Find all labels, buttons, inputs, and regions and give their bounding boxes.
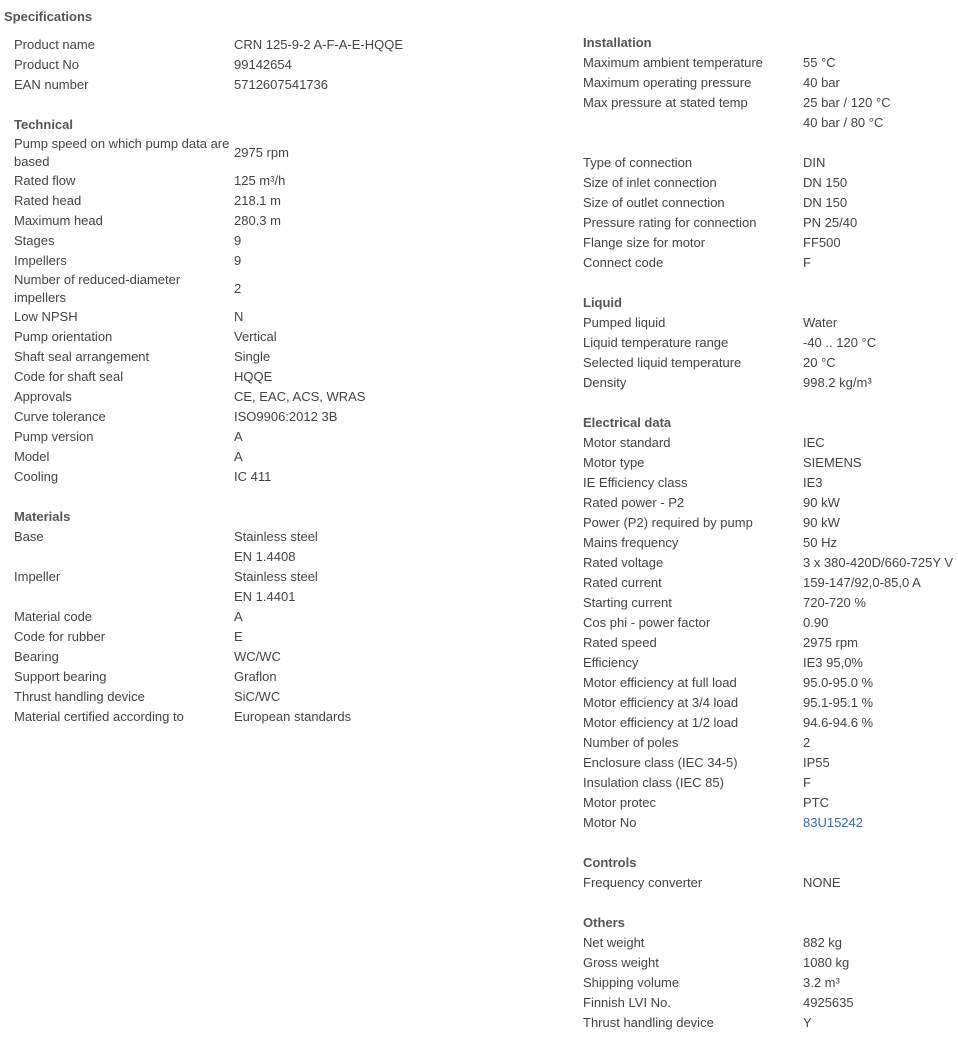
spec-row-rated-power-p2 — [583, 493, 958, 513]
spec-row-motor-efficiency-at-3-4-load — [583, 693, 958, 713]
spec-values — [803, 493, 840, 513]
spec-values — [234, 627, 243, 647]
spec-label: Rated head — [14, 193, 82, 208]
section-technical — [14, 115, 554, 487]
spec-row-motor-efficiency-at-1-2-load — [583, 713, 958, 733]
spec-value: 2 — [234, 281, 242, 296]
spec-row-motor-efficiency-at-full-load — [583, 673, 958, 693]
spec-values — [234, 707, 351, 727]
spec-value: 9 — [234, 233, 242, 248]
spec-label: Motor efficiency at 1/2 load — [583, 715, 739, 730]
spec-row-motor-standard — [583, 433, 958, 453]
spec-label: Size of outlet connection — [583, 195, 725, 210]
spec-values — [234, 251, 241, 271]
spec-label: Finnish LVI No. — [583, 995, 671, 1010]
spec-row-cos-phi-power-factor — [583, 613, 958, 633]
spec-value: IEC — [803, 435, 825, 450]
spec-values — [803, 253, 811, 273]
section-title: Electrical data — [583, 415, 672, 430]
spec-row-stages — [14, 231, 554, 251]
spec-row-pump-orientation — [14, 327, 554, 347]
spec-values — [234, 567, 318, 607]
spec-row-shaft-seal-arrangement — [14, 347, 554, 367]
section-title: Materials — [14, 509, 71, 524]
spec-values — [803, 993, 854, 1013]
spec-row-density — [583, 373, 958, 393]
spec-values — [803, 433, 825, 453]
spec-value: Single — [234, 349, 271, 364]
spec-label: Impeller — [14, 569, 61, 584]
spec-values — [234, 347, 270, 367]
spec-row-thrust-handling-device — [14, 687, 554, 707]
spec-label: Pressure rating for connection — [583, 215, 757, 230]
spec-values — [234, 467, 271, 487]
section-general — [14, 35, 554, 95]
spec-row-product-no — [14, 55, 554, 75]
spec-label: Liquid temperature range — [583, 335, 729, 350]
spec-value: 882 kg — [803, 935, 843, 950]
spec-values — [803, 953, 849, 973]
spec-value: CE, EAC, ACS, WRAS — [234, 389, 366, 404]
spec-row-power-p2-required-by-pump — [583, 513, 958, 533]
spec-values — [803, 193, 847, 213]
spec-values — [803, 673, 873, 693]
spec-values — [234, 687, 280, 707]
spec-values — [803, 353, 836, 373]
spec-label: Rated flow — [14, 173, 76, 188]
spec-value: 2 — [803, 735, 811, 750]
spec-label: Rated voltage — [583, 555, 664, 570]
spec-values — [234, 75, 328, 95]
spec-row-motor-type — [583, 453, 958, 473]
spec-value: F — [803, 255, 811, 270]
spec-label: Pumped liquid — [583, 315, 666, 330]
spec-label: Enclosure class (IEC 34-5) — [583, 755, 738, 770]
spec-values — [234, 427, 243, 447]
spec-label: Number of poles — [583, 735, 679, 750]
spec-value: 125 m³/h — [234, 173, 286, 188]
spec-value: EN 1.4401 — [234, 589, 296, 604]
spec-label: Product No — [14, 57, 80, 72]
section-title: Technical — [14, 117, 74, 132]
spec-row-liquid-temperature-range — [583, 333, 958, 353]
spec-row-finnish-lvi-no — [583, 993, 958, 1013]
spec-value: 20 °C — [803, 355, 836, 370]
spec-label: Thrust handling device — [583, 1015, 714, 1030]
spec-label: Density — [583, 375, 627, 390]
spec-label: Rated speed — [583, 635, 657, 650]
spec-row-connect-code — [583, 253, 958, 273]
spec-values — [803, 973, 840, 993]
spec-values — [803, 553, 953, 573]
spec-value: 40 bar — [803, 75, 840, 90]
spec-values — [803, 313, 837, 333]
spec-values — [803, 793, 829, 813]
spec-value: EN 1.4408 — [234, 549, 296, 564]
spec-row-number-of-poles — [583, 733, 958, 753]
spec-values — [803, 53, 836, 73]
spec-label: Number of reduced-diameter impellers — [14, 272, 181, 305]
spec-label: Shaft seal arrangement — [14, 349, 150, 364]
spec-value: European standards — [234, 709, 352, 724]
spec-value: WC/WC — [234, 649, 281, 664]
spec-value: A — [234, 429, 243, 444]
spec-values — [803, 573, 921, 593]
spec-label: Code for rubber — [14, 629, 106, 644]
motor-no-link[interactable]: 83U15242 — [803, 815, 863, 830]
spec-row-frequency-converter — [583, 873, 958, 893]
spec-row-model — [14, 447, 554, 467]
spec-row-maximum-operating-pressure — [583, 73, 958, 93]
spec-label: Gross weight — [583, 955, 659, 970]
spec-label: Connect code — [583, 255, 664, 270]
spec-value: Graflon — [234, 669, 277, 684]
spec-value: 99142654 — [234, 57, 292, 72]
spec-values — [234, 447, 243, 467]
spec-value: 9 — [234, 253, 242, 268]
spec-values — [803, 373, 872, 393]
spec-row-flange-size-for-motor — [583, 233, 958, 253]
spec-row-motor-no — [583, 813, 958, 833]
spec-values — [234, 527, 318, 567]
spec-values — [803, 933, 842, 953]
spec-label: Curve tolerance — [14, 409, 106, 424]
spec-row-code-for-shaft-seal — [14, 367, 554, 387]
spec-row-cooling — [14, 467, 554, 487]
spec-value: 159-147/92,0-85,0 A — [803, 575, 921, 590]
spec-row-efficiency — [583, 653, 958, 673]
spec-label: Maximum head — [14, 213, 103, 228]
spec-values — [803, 93, 891, 153]
spec-values — [803, 333, 876, 353]
spec-row-ean-number — [14, 75, 554, 95]
spec-value: IC 411 — [234, 469, 272, 484]
spec-label: Bearing — [14, 649, 59, 664]
spec-row-pumped-liquid — [583, 313, 958, 333]
spec-value: IP55 — [803, 755, 830, 770]
spec-label: Low NPSH — [14, 309, 78, 324]
spec-label: Size of inlet connection — [583, 175, 717, 190]
spec-label: Material certified according to — [14, 709, 184, 724]
spec-value: N — [234, 309, 244, 324]
left-spec-column — [14, 35, 554, 747]
spec-row-size-of-outlet-connection — [583, 193, 958, 213]
spec-values — [803, 453, 862, 473]
spec-row-ie-efficiency-class — [583, 473, 958, 493]
spec-values — [234, 367, 272, 387]
spec-label: Pump orientation — [14, 329, 113, 344]
spec-label: Motor type — [583, 455, 645, 470]
spec-row-rated-speed — [583, 633, 958, 653]
spec-label: Code for shaft seal — [14, 369, 124, 384]
spec-row-starting-current — [583, 593, 958, 613]
spec-value: A — [234, 449, 243, 464]
spec-value: Stainless steel — [234, 529, 318, 544]
spec-row-number-of-reduced-diameter-impellers — [14, 271, 554, 307]
spec-row-insulation-class-iec-85 — [583, 773, 958, 793]
spec-value: HQQE — [234, 369, 273, 384]
section-title: Installation — [583, 35, 652, 50]
spec-label: Motor standard — [583, 435, 671, 450]
spec-values — [234, 143, 289, 163]
spec-row-rated-head — [14, 191, 554, 211]
spec-values — [234, 607, 243, 627]
spec-values — [234, 55, 292, 75]
spec-row-product-name — [14, 35, 554, 55]
spec-value: 218.1 m — [234, 193, 281, 208]
spec-values — [803, 773, 811, 793]
spec-values — [803, 473, 823, 493]
spec-row-pump-version — [14, 427, 554, 447]
spec-row-maximum-head — [14, 211, 554, 231]
spec-row-impellers — [14, 251, 554, 271]
spec-value: 94.6-94.6 % — [803, 715, 874, 730]
spec-values — [234, 231, 241, 251]
spec-label: Base — [14, 529, 44, 544]
spec-label: Max pressure at stated temp — [583, 95, 748, 110]
spec-label: Rated power - P2 — [583, 495, 685, 510]
spec-value: Stainless steel — [234, 569, 318, 584]
spec-value: IE3 95,0% — [803, 655, 863, 670]
spec-label: Pump version — [14, 429, 94, 444]
spec-label: Material code — [14, 609, 93, 624]
spec-value: 2975 rpm — [234, 145, 289, 160]
spec-row-gross-weight — [583, 953, 958, 973]
section-installation — [583, 33, 958, 273]
spec-values — [803, 153, 825, 173]
spec-value: Y — [803, 1015, 812, 1030]
page-title: Specifications — [4, 9, 93, 24]
spec-label: Model — [14, 449, 50, 464]
spec-values — [803, 593, 866, 613]
spec-label: EAN number — [14, 77, 89, 92]
spec-row-impeller — [14, 567, 554, 607]
spec-values — [803, 713, 873, 733]
spec-label: Impellers — [14, 253, 67, 268]
spec-row-code-for-rubber — [14, 627, 554, 647]
spec-value: 50 Hz — [803, 535, 837, 550]
spec-value: FF500 — [803, 235, 841, 250]
spec-row-bearing — [14, 647, 554, 667]
spec-value: IE3 — [803, 475, 823, 490]
spec-values — [234, 647, 281, 667]
spec-values — [803, 513, 840, 533]
spec-label: Starting current — [583, 595, 672, 610]
spec-label: Pump speed on which pump data are based — [14, 136, 230, 169]
spec-row-thrust-handling-device — [583, 1013, 958, 1033]
spec-values — [803, 753, 830, 773]
spec-row-rated-flow — [14, 171, 554, 191]
spec-values — [803, 213, 857, 233]
spec-value: NONE — [803, 875, 841, 890]
spec-label: Shipping volume — [583, 975, 680, 990]
spec-value: 720-720 % — [803, 595, 866, 610]
spec-values — [234, 171, 285, 191]
spec-label: Support bearing — [14, 669, 107, 684]
section-controls — [583, 853, 958, 893]
spec-value — [803, 133, 891, 153]
spec-row-pump-speed-on-which-pump-data-are-based — [14, 135, 554, 171]
spec-value: CRN 125-9-2 A-F-A-E-HQQE — [234, 37, 404, 52]
spec-value: 55 °C — [803, 55, 836, 70]
section-title: Others — [583, 915, 625, 930]
spec-row-motor-protec — [583, 793, 958, 813]
spec-row-mains-frequency — [583, 533, 958, 553]
spec-value: SIEMENS — [803, 455, 862, 470]
spec-value: 95.1-95.1 % — [803, 695, 874, 710]
spec-row-selected-liquid-temperature — [583, 353, 958, 373]
spec-value: 90 kW — [803, 495, 840, 510]
spec-value: Water — [803, 315, 838, 330]
spec-value: 3 x 380-420D/660-725Y V — [803, 555, 954, 570]
spec-row-type-of-connection — [583, 153, 958, 173]
spec-values — [803, 73, 840, 93]
spec-value: DIN — [803, 155, 826, 170]
spec-row-enclosure-class-iec-34-5 — [583, 753, 958, 773]
spec-value: 280.3 m — [234, 213, 281, 228]
right-spec-column — [583, 33, 958, 1053]
spec-label: Thrust handling device — [14, 689, 145, 704]
spec-label: Efficiency — [583, 655, 639, 670]
spec-label: Approvals — [14, 389, 72, 404]
spec-value: Vertical — [234, 329, 277, 344]
spec-values — [803, 1013, 812, 1033]
section-electrical-data — [583, 413, 958, 833]
spec-values — [803, 233, 841, 253]
spec-value: PTC — [803, 795, 829, 810]
spec-label: Cos phi - power factor — [583, 615, 711, 630]
spec-values — [803, 733, 810, 753]
spec-value: A — [234, 609, 243, 624]
spec-label: Stages — [14, 233, 55, 248]
spec-label: Insulation class (IEC 85) — [583, 775, 724, 790]
spec-value: -40 .. 120 °C — [803, 335, 877, 350]
spec-row-rated-voltage — [583, 553, 958, 573]
section-title: Liquid — [583, 295, 622, 310]
section-title: Controls — [583, 855, 637, 870]
spec-value: E — [234, 629, 243, 644]
spec-value: 90 kW — [803, 515, 840, 530]
spec-label: Maximum ambient temperature — [583, 55, 763, 70]
spec-value: 998.2 kg/m³ — [803, 375, 872, 390]
spec-label: Frequency converter — [583, 875, 703, 890]
spec-values — [803, 173, 847, 193]
spec-label: Motor protec — [583, 795, 656, 810]
spec-values — [803, 653, 863, 673]
spec-label: Selected liquid temperature — [583, 355, 742, 370]
spec-label: Motor efficiency at 3/4 load — [583, 695, 739, 710]
spec-value: SiC/WC — [234, 689, 281, 704]
spec-values — [234, 279, 241, 299]
spec-row-pressure-rating-for-connection — [583, 213, 958, 233]
spec-value: 40 bar / 80 °C — [803, 115, 884, 130]
spec-values — [234, 387, 365, 407]
spec-row-curve-tolerance — [14, 407, 554, 427]
spec-values — [803, 633, 858, 653]
spec-row-rated-current — [583, 573, 958, 593]
spec-values — [234, 35, 403, 55]
spec-value: ISO9906:2012 3B — [234, 409, 338, 424]
spec-label: Maximum operating pressure — [583, 75, 752, 90]
spec-value: F — [803, 775, 811, 790]
spec-row-size-of-inlet-connection — [583, 173, 958, 193]
spec-row-material-code — [14, 607, 554, 627]
spec-values — [803, 873, 841, 893]
spec-value: PN 25/40 — [803, 215, 858, 230]
spec-values — [234, 327, 277, 347]
spec-value: 25 bar / 120 °C — [803, 95, 891, 110]
spec-value: DN 150 — [803, 175, 848, 190]
spec-label: Mains frequency — [583, 535, 679, 550]
spec-label: IE Efficiency class — [583, 475, 688, 490]
section-materials — [14, 507, 554, 727]
spec-row-low-npsh — [14, 307, 554, 327]
spec-values — [803, 613, 828, 633]
spec-row-base — [14, 527, 554, 567]
spec-value: 95.0-95.0 % — [803, 675, 874, 690]
spec-row-material-certified-according-to — [14, 707, 554, 727]
spec-label: Net weight — [583, 935, 645, 950]
spec-label: Motor No — [583, 815, 637, 830]
spec-value: DN 150 — [803, 195, 848, 210]
spec-label: Product name — [14, 37, 95, 52]
spec-values — [803, 813, 863, 833]
spec-values — [803, 693, 873, 713]
spec-label: Rated current — [583, 575, 662, 590]
spec-value: 3.2 m³ — [803, 975, 840, 990]
spec-values — [234, 307, 243, 327]
spec-label: Power (P2) required by pump — [583, 515, 753, 530]
section-liquid — [583, 293, 958, 393]
spec-values — [234, 667, 277, 687]
spec-values — [803, 533, 837, 553]
spec-label: Motor efficiency at full load — [583, 675, 737, 690]
spec-label: Type of connection — [583, 155, 693, 170]
spec-row-approvals — [14, 387, 554, 407]
spec-row-support-bearing — [14, 667, 554, 687]
spec-value: 4925635 — [803, 995, 854, 1010]
spec-label: Flange size for motor — [583, 235, 706, 250]
spec-value: 1080 kg — [803, 955, 850, 970]
spec-row-net-weight — [583, 933, 958, 953]
spec-row-shipping-volume — [583, 973, 958, 993]
spec-values — [234, 211, 281, 231]
spec-row-max-pressure-at-stated-temp — [583, 93, 958, 153]
spec-label: Cooling — [14, 469, 59, 484]
spec-value: 2975 rpm — [803, 635, 858, 650]
spec-row-maximum-ambient-temperature — [583, 53, 958, 73]
spec-value: 0.90 — [803, 615, 829, 630]
section-others — [583, 913, 958, 1033]
spec-values — [234, 191, 281, 211]
spec-values — [234, 407, 337, 427]
spec-value: 5712607541736 — [234, 77, 328, 92]
